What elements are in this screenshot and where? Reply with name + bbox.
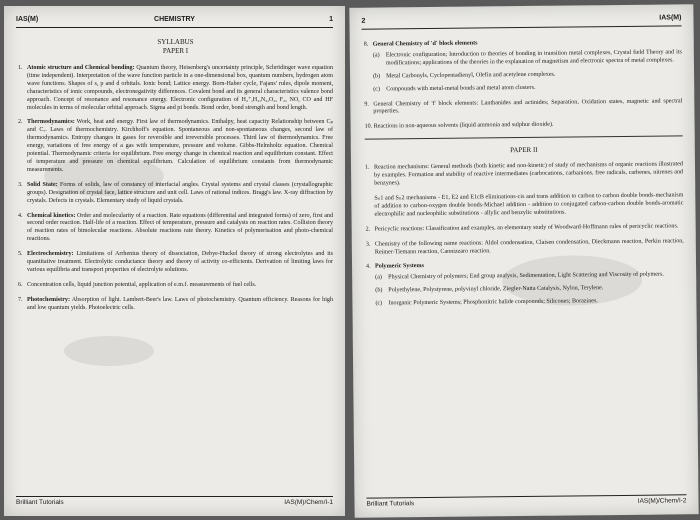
sub-label: (b) bbox=[373, 73, 381, 80]
item-number: 7. bbox=[18, 296, 23, 303]
header-rule bbox=[16, 27, 333, 28]
sub-text: Metal Carbonyls, Cyclopentadienyl, Olefin and acetylene complexes. bbox=[386, 71, 556, 80]
sub-text: Electronic configuration; Introduction to theories of bonding in transition metal complexes, Crystal field Theory and its modifications; applications of the theories in the explanation of magnetism and electronic spectra of metal complexes. bbox=[385, 49, 682, 67]
syllabus-item bbox=[366, 223, 684, 234]
right-items-bottom bbox=[365, 162, 684, 309]
syllabus-item bbox=[364, 38, 683, 94]
right-items-top bbox=[364, 38, 683, 132]
item-text: Absorption of light. Lambert-Beer's law. Laws of photochemistry. Quantum efficiency. Reasons for high and low quantum yields. Photoelectric cells. bbox=[27, 296, 333, 311]
item-title: General Chemistry of 'd' block elements bbox=[372, 40, 478, 48]
header-right: 1 bbox=[329, 16, 333, 23]
item-text: Reactions in non-aqueous solvents (liquid ammonia and sulphur dioxide). bbox=[373, 122, 554, 130]
item-number: 10. bbox=[364, 123, 373, 131]
syllabus-item bbox=[366, 261, 684, 309]
sub-text: Inorganic Polymeric Systems; Phosphonitric halide compounds; Silicones; Borazines. bbox=[388, 298, 598, 307]
item-number: 2. bbox=[365, 226, 371, 233]
sub-item bbox=[375, 285, 684, 296]
sub-item bbox=[375, 272, 684, 283]
syllabus-item bbox=[365, 121, 683, 132]
item-text: General Chemistry of 'f' block elements: Lanthanides and actinides; Separation, Oxidation states, magnetic and spectral properties. bbox=[373, 97, 683, 116]
item-text: Order and molecularity of a reaction. Rate equations (differential and integrated forms) of zero, first and second order reaction. Half-life of a reaction. Effect of temperature, pressure and catalysts on reaction rates. Collision theory of reaction rates of bimolecular reactions. Absolute reactions rate theory. Kinetics of polymerisation and photo-chemical reactions. bbox=[27, 212, 333, 243]
item-text: Reaction mechanisms: General methods (both kinetic and non-kinetic) of study of mechanisms of organic reactions illustrated by examples. Formation and stability of reactive intermediates (carbocations, carbanions, free radicals, carbenes, nitrenes and benzynes). bbox=[373, 161, 684, 187]
paper-title: PAPER I bbox=[162, 47, 189, 55]
item-number: 3. bbox=[365, 241, 371, 248]
header-center: CHEMISTRY bbox=[154, 16, 195, 23]
item-number: 5. bbox=[18, 251, 23, 258]
sub-text: Polyethylene, Polystyrene, polyvinyl chloride, Ziegler-Natta Catalysis, Nylon, Terylene. bbox=[388, 285, 604, 294]
section-divider bbox=[365, 136, 683, 140]
page-footer bbox=[366, 494, 686, 511]
item-title: Chemical kinetics: bbox=[27, 212, 76, 219]
header-right: IAS(M) bbox=[659, 14, 682, 22]
sub-item bbox=[375, 297, 684, 308]
item-text: Pericyclic reactions: Classification and examples, an elementary study of Woodward-Hoffmann rules of pericyclic reactions. bbox=[374, 223, 679, 233]
item-number: 1. bbox=[18, 65, 23, 71]
footer-left: Brilliant Tutorials bbox=[16, 499, 64, 506]
header-left: 2 bbox=[361, 17, 366, 25]
item-text: Forms of solids, law of constancy of interfacial angles. Crystal systems and crystal classes (crystallographic groups). Designation of crystal face, lattice structure and unit cell. Laws of rational indices. Bragg's law. X-ray diffraction by crystals. Defects in crystals. Elementary study of liquid crystals. bbox=[27, 181, 333, 204]
syllabus-item bbox=[18, 65, 333, 112]
sub-item bbox=[373, 70, 682, 81]
sub-item bbox=[373, 49, 682, 68]
page-header bbox=[361, 12, 681, 29]
syllabus-item bbox=[18, 213, 333, 245]
item-text: Polymeric Systems bbox=[375, 263, 424, 270]
item-text: Work, heat and energy. First law of thermodynamics. Enthalpy, heat capacity Relationship between Cₚ and Cᵥ. Laws of thermochemistry. Kirchhoff's equation. Spontaneous and non-spontaneous changes, second law of thermodynamics. Entropy changes in gases for reversible and irreversible processes. Third law of thermodynamics. Free energy, variations of free energy of a gas with temperature, pressure and volume. Gibbs-Helmholtz equation. Chemical potential. Thermodynamic criteria for equilibrium. Free energy change in chemical reaction and equilibrium constant. Effect of temperature and pressure on chemical equilibrium. Calculation of equilibrium constants from thermodynamic measurements. bbox=[27, 119, 333, 173]
syllabus-item bbox=[18, 119, 333, 174]
sub-text: Physical Chemistry of polymers; End group analysis, Sedimentation, Light Scattering and Viscosity of polymers. bbox=[388, 271, 664, 281]
item-title: Electrochemistry: bbox=[27, 251, 74, 258]
left-page bbox=[4, 6, 345, 516]
item-number: 9. bbox=[364, 101, 369, 108]
syllabus-item bbox=[18, 251, 333, 275]
footer-left: Brilliant Tutorials bbox=[366, 500, 415, 508]
syllabus-item bbox=[364, 98, 682, 117]
syllabus-title: SYLLABUS bbox=[157, 38, 194, 46]
scan-smudge bbox=[64, 336, 154, 366]
syllabus-item bbox=[365, 162, 683, 189]
syllabus-item bbox=[365, 192, 683, 219]
item-text: Sₙ1 and Sₙ2 mechanisms - E1, E2 and E1cB eliminations-cis and trans addition to carbon to carbon double bonds-mechanism of addition to carbon-oxygen double bonds-Michael addition - addition to conjugated carbon-carbon double bonds-aromatic electrophilic and nucleophilic substitutions - allylic and benzylic substitutions. bbox=[374, 192, 684, 218]
syllabus-item bbox=[18, 297, 333, 313]
item-text: Limitations of Arrhenius theory of dissociation, Debye-Huckel theory of strong electrolytes and its quantitative treatment. Electrolytic conductance theory and theory of activity co-efficients. Derivation of limiting laws for various equilibria and transport properties of electrolyte solutions. bbox=[27, 251, 333, 273]
sub-label: (c) bbox=[373, 86, 380, 93]
item-title: Solid State: bbox=[27, 181, 58, 188]
header-left: IAS(M) bbox=[16, 16, 39, 23]
item-number: 8. bbox=[363, 41, 369, 48]
left-items-list bbox=[18, 65, 333, 313]
footer-right: IAS(M)/Chem/I-1 bbox=[284, 499, 333, 506]
header-rule bbox=[362, 25, 682, 29]
syllabus-item bbox=[366, 238, 684, 257]
right-content bbox=[364, 38, 685, 315]
item-title: Thermodynamics: bbox=[27, 119, 75, 126]
right-page bbox=[349, 4, 698, 518]
left-content bbox=[18, 38, 333, 320]
sub-text: Compounds with metal-metal bonds and metal atom clusters. bbox=[386, 84, 536, 93]
item-title: Photochemistry: bbox=[27, 296, 70, 303]
footer-rule bbox=[16, 496, 333, 497]
item-number: 4. bbox=[18, 212, 23, 219]
syllabus-item bbox=[18, 282, 333, 290]
item-text: Concentration cells, liquid junction potential, application of e.m.f. measurements of fuel cells. bbox=[27, 281, 257, 288]
item-text: Quantum theory, Heisenberg's uncertainty principle, Schrödinger wave equation (time independent). Interpretation of the wave function particle in a one-dimensional box, quantum numbers, hydrogen atom wave functions. Shapes of s, p and d orbitals. Ionic bond; Lattice energy. Born-Haber cycle, Fajans' rules, dipole moment, characteristics of ionic compounds, electronegativity differences. Covalent bond and its general characteristics valence bond approach. Concept of resonance and resonance energy. Electronic configuration of H₂⁺,H₂,N₂,O₂, F₂, NO, CO and HF molecules in terms of molecular orbital approach. Sigma and pi bonds. Bond order, bond strength and bond length. bbox=[27, 65, 333, 111]
sub-item bbox=[373, 83, 682, 94]
page-footer bbox=[16, 496, 333, 510]
item-text: Chemistry of the following name reactions: Aldol condensation, Claisen condensation, Dieckmann reaction, Perkin reaction, Reimer-Tiemann reaction, Cannizzaro reaction. bbox=[374, 237, 684, 256]
item-number: 4. bbox=[366, 264, 371, 271]
footer-right: IAS(M)/Chem/I-2 bbox=[637, 497, 687, 505]
sub-label: (c) bbox=[375, 300, 383, 307]
item-number: 1. bbox=[364, 164, 370, 171]
item-number: 3. bbox=[18, 181, 23, 188]
paper2-title: PAPER II bbox=[510, 146, 538, 155]
sub-label: (b) bbox=[375, 287, 383, 294]
syllabus-item bbox=[18, 182, 333, 206]
sub-label: (a) bbox=[372, 52, 380, 59]
sub-label: (a) bbox=[375, 274, 382, 281]
page-header bbox=[16, 14, 333, 28]
item-title: Atomic structure and Chemical bonding: bbox=[27, 65, 135, 71]
item-number: 2. bbox=[18, 119, 23, 126]
item-number: 6. bbox=[18, 281, 23, 288]
